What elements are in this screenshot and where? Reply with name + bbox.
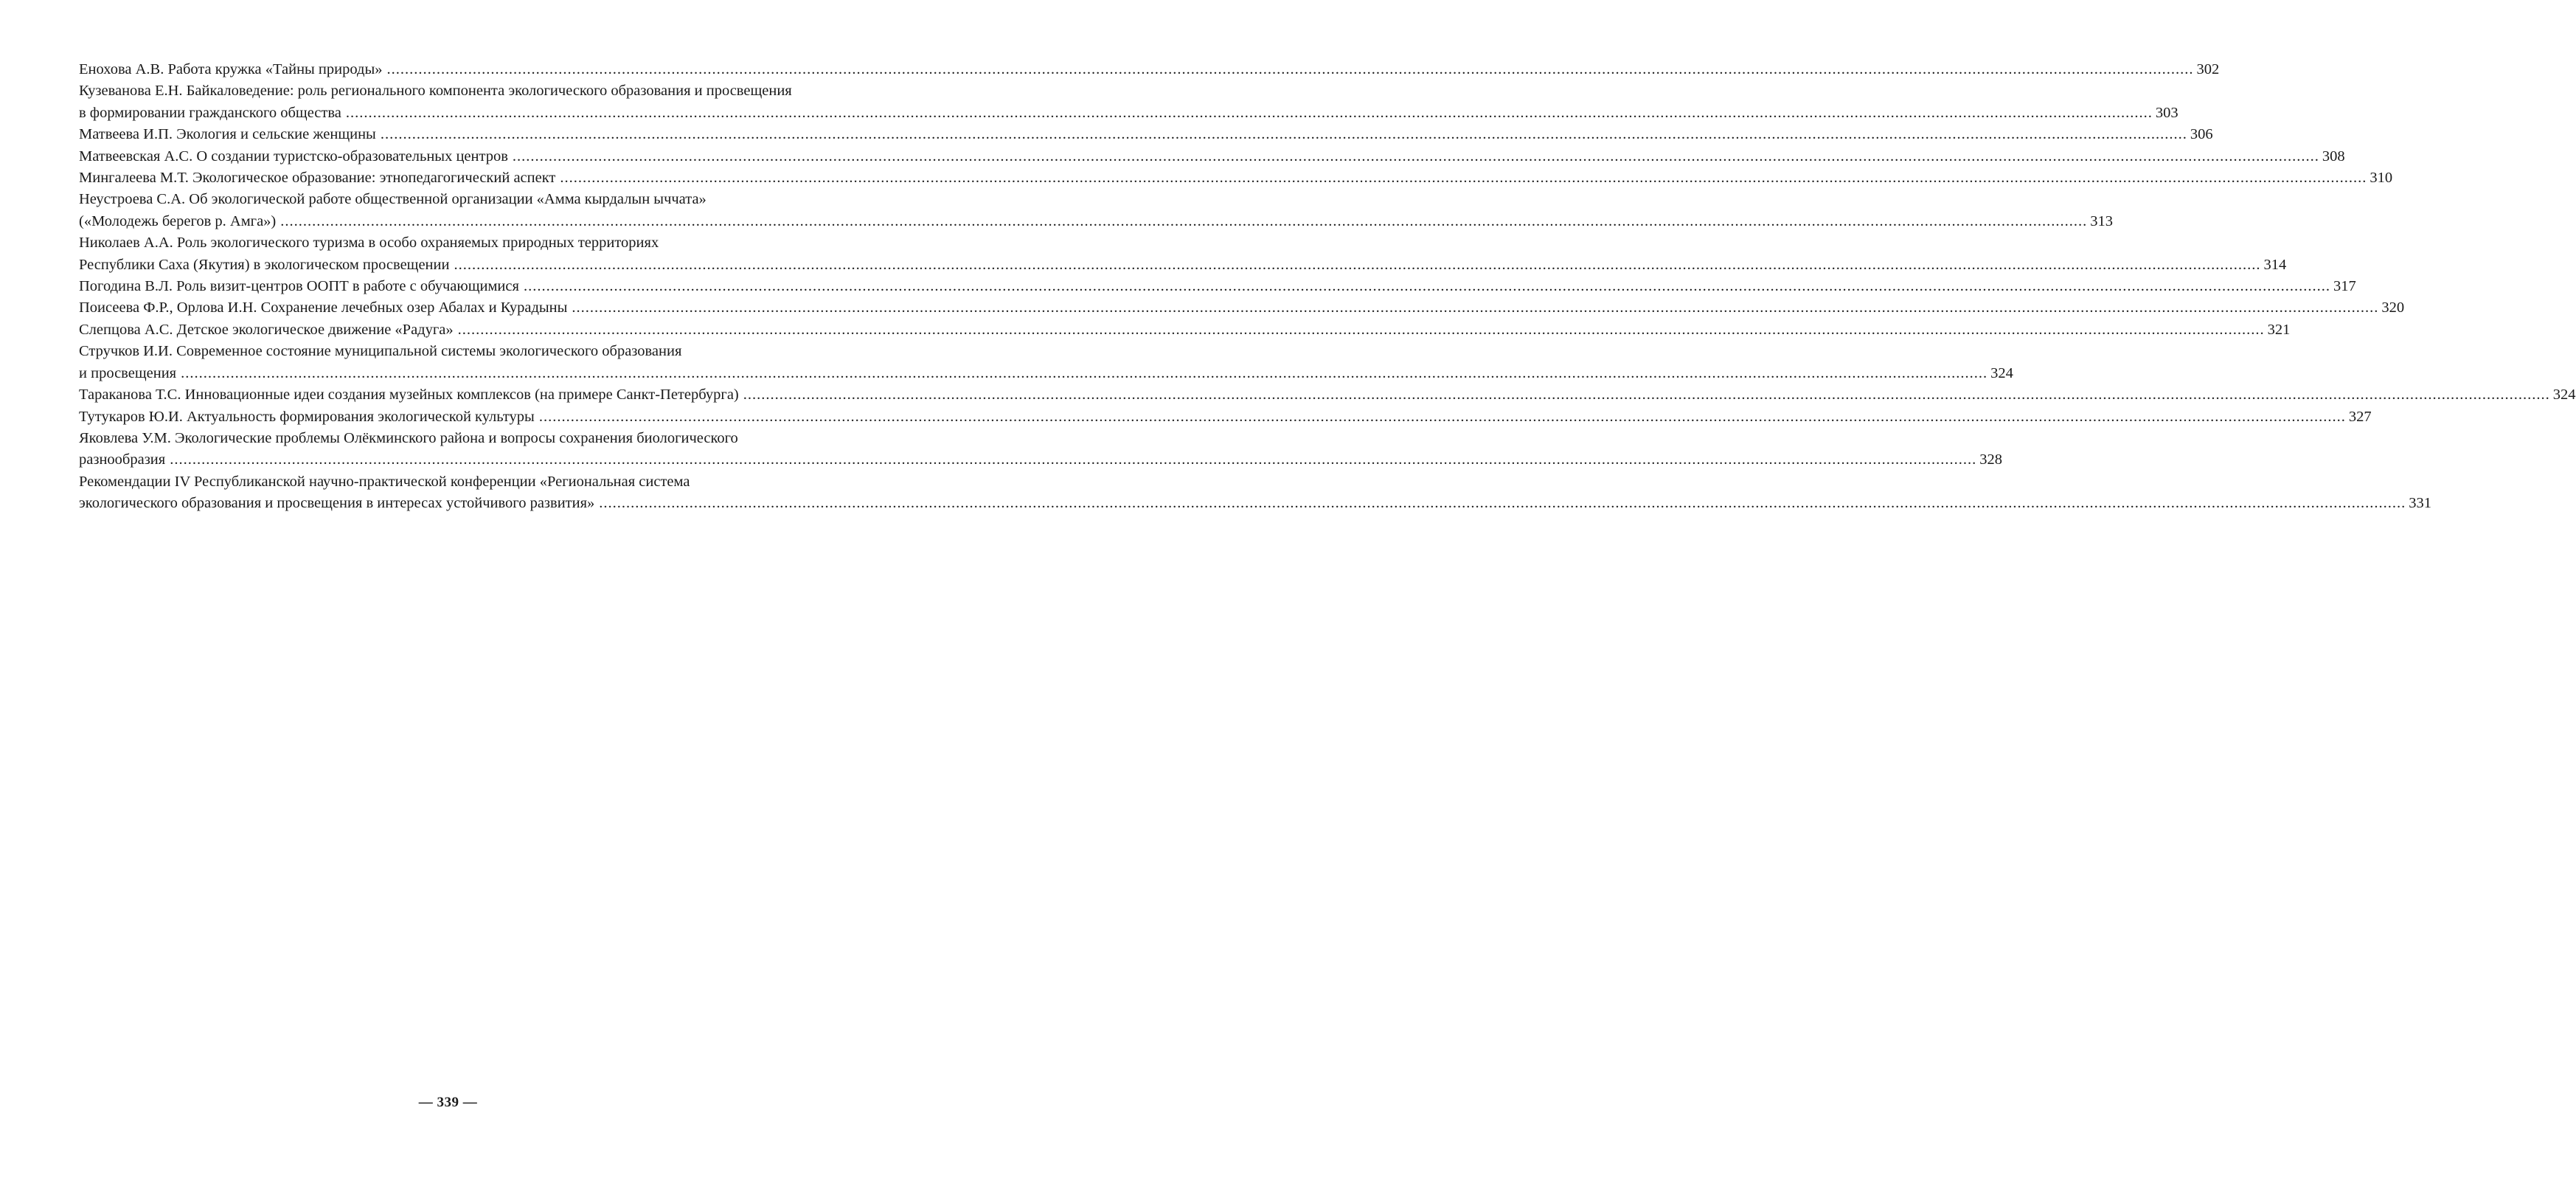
dot-leader: ................................................................................................................................................................................................................................................................................................................................................................................................................	[181, 364, 1988, 381]
toc-entry-line	[79, 59, 2220, 80]
dot-leader: ................................................................................................................................................................................................................................................................................................................................................................................................................	[457, 321, 2265, 338]
toc-entry	[79, 59, 2220, 80]
toc-entry	[79, 232, 2287, 276]
toc-entry	[79, 341, 2013, 384]
toc-entry-page: 324	[1990, 364, 2013, 381]
toc-entry-title: («Молодежь берегов р. Амга»)	[79, 212, 277, 229]
toc-entry-title: Поисеева Ф.Р., Орлова И.Н. Сохранение лечебных озер Абалах и Курадыны	[79, 299, 568, 316]
dot-leader: ................................................................................................................................................................................................................................................................................................................................................................................................................	[454, 256, 2261, 273]
toc-entry-line	[79, 471, 847, 493]
dot-leader: ................................................................................................................................................................................................................................................................................................................................................................................................................	[380, 126, 2187, 143]
toc-entry	[79, 167, 2393, 189]
toc-entry-line	[79, 493, 2432, 514]
toc-entry-title: Погодина В.Л. Роль визит-центров ООПТ в работе с обучающимися	[79, 278, 519, 295]
toc-entry-line	[79, 232, 847, 254]
toc-entry-page: 313	[2090, 212, 2114, 229]
toc-entry-line	[79, 189, 847, 210]
toc-entry-page: 302	[2196, 61, 2220, 77]
toc-entry-line	[79, 449, 2002, 471]
dot-leader: ................................................................................................................................................................................................................................................................................................................................................................................................................	[512, 148, 2319, 164]
toc-entry	[79, 471, 2432, 515]
dot-leader: ................................................................................................................................................................................................................................................................................................................................................................................................................	[170, 451, 1977, 468]
toc-entry-line	[79, 80, 847, 102]
dot-leader: ................................................................................................................................................................................................................................................................................................................................................................................................................	[538, 408, 2346, 425]
toc-entry-line	[79, 428, 847, 449]
toc-entry	[79, 297, 2405, 319]
toc-entry-line	[79, 276, 2356, 297]
toc-entry-title: Тутукаров Ю.И. Актуальность формирования экологической культуры	[79, 408, 535, 425]
toc-entry-title: Тараканова Т.С. Инновационные идеи создания музейных комплексов (на примере Санкт-Петербурга)	[79, 387, 739, 403]
toc-entry-page: 320	[2381, 299, 2405, 316]
toc-entry-title: и просвещения	[79, 364, 177, 381]
toc-entry-title: Яковлева У.М. Экологические проблемы Олёкминского района и вопросы сохранения биологического	[79, 429, 738, 446]
toc-entry-page: 314	[2263, 256, 2287, 273]
toc-entry-line	[79, 319, 2291, 341]
toc-entry-page: 303	[2155, 104, 2179, 121]
table-of-contents	[79, 59, 2576, 515]
toc-entry-page: 310	[2370, 170, 2393, 187]
toc-entry-title: Слепцова А.С. Детское экологическое движение «Радуга»	[79, 321, 454, 338]
toc-entry	[79, 276, 2356, 297]
toc-entry	[79, 146, 2345, 167]
dot-leader: ................................................................................................................................................................................................................................................................................................................................................................................................................	[743, 387, 2550, 403]
toc-entry-page: 306	[2190, 126, 2213, 143]
toc-entry-line	[79, 341, 847, 362]
toc-entry-line	[79, 167, 2393, 189]
toc-entry-line	[79, 406, 2372, 428]
toc-entry-title: Республики Саха (Якутия) в экологическом просвещении	[79, 256, 450, 273]
dot-leader: ................................................................................................................................................................................................................................................................................................................................................................................................................	[599, 495, 2406, 512]
toc-entry-title: Кузеванова Е.Н. Байкаловедение: роль регионального компонента экологического образования и просвещения	[79, 83, 792, 100]
toc-entry-title: разнообразия	[79, 451, 166, 468]
toc-entry-line	[79, 146, 2345, 167]
toc-entry-title: Енохова А.В. Работа кружка «Тайны природы»	[79, 61, 383, 77]
dot-leader: ................................................................................................................................................................................................................................................................................................................................................................................................................	[345, 104, 2153, 121]
toc-entry-line	[79, 384, 2576, 406]
toc-entry-page: 321	[2267, 321, 2291, 338]
toc-entry-page: 327	[2348, 408, 2372, 425]
toc-entry	[79, 428, 2002, 471]
page-number: — 339 —	[418, 1095, 478, 1110]
toc-entry	[79, 406, 2372, 428]
toc-entry-title: Матвеева И.П. Экология и сельские женщины	[79, 126, 376, 143]
toc-entry-title: Мингалеева М.Т. Экологическое образование: этнопедагогический аспект	[79, 170, 556, 187]
toc-entry-line	[79, 211, 2114, 232]
toc-entry-page: 331	[2409, 495, 2432, 512]
toc-entry-title: Рекомендации IV Республиканской научно-практической конференции «Региональная система	[79, 473, 690, 490]
toc-entry-line	[79, 297, 2405, 319]
toc-entry	[79, 124, 2213, 145]
toc-entry-title: Стручков И.И. Современное состояние муниципальной системы экологического образования	[79, 343, 682, 360]
toc-entry-title: экологического образования и просвещения в интересах устойчивого развития»	[79, 495, 595, 512]
toc-entry	[79, 80, 2179, 124]
toc-entry	[79, 189, 2114, 232]
toc-entry-title: Матвеевская А.С. О создании туристско-образовательных центров	[79, 148, 508, 164]
toc-entry-title: Николаев А.А. Роль экологического туризма в особо охраняемых природных территориях	[79, 235, 659, 252]
toc-entry-line	[79, 103, 2179, 124]
dot-leader: ................................................................................................................................................................................................................................................................................................................................................................................................................	[560, 170, 2367, 187]
toc-entry-line	[79, 124, 2213, 145]
toc-entry-page: 324	[2552, 387, 2576, 403]
toc-entry-title: в формировании гражданского общества	[79, 104, 341, 121]
toc-entry	[79, 384, 2576, 406]
toc-entry-page: 328	[1979, 451, 2002, 468]
dot-leader: ................................................................................................................................................................................................................................................................................................................................................................................................................	[523, 278, 2330, 295]
dot-leader: ................................................................................................................................................................................................................................................................................................................................................................................................................	[280, 212, 2088, 229]
toc-entry-page: 317	[2333, 278, 2356, 295]
toc-entry-line	[79, 363, 2013, 384]
toc-entry-title: Неустроева С.А. Об экологической работе общественной организации «Амма кырдалын ыччата»	[79, 191, 707, 208]
toc-entry-page: 308	[2322, 148, 2345, 164]
dot-leader: ................................................................................................................................................................................................................................................................................................................................................................................................................	[386, 61, 2194, 77]
toc-entry-line	[79, 254, 2287, 276]
dot-leader: ................................................................................................................................................................................................................................................................................................................................................................................................................	[572, 299, 2379, 316]
toc-entry	[79, 319, 2291, 341]
